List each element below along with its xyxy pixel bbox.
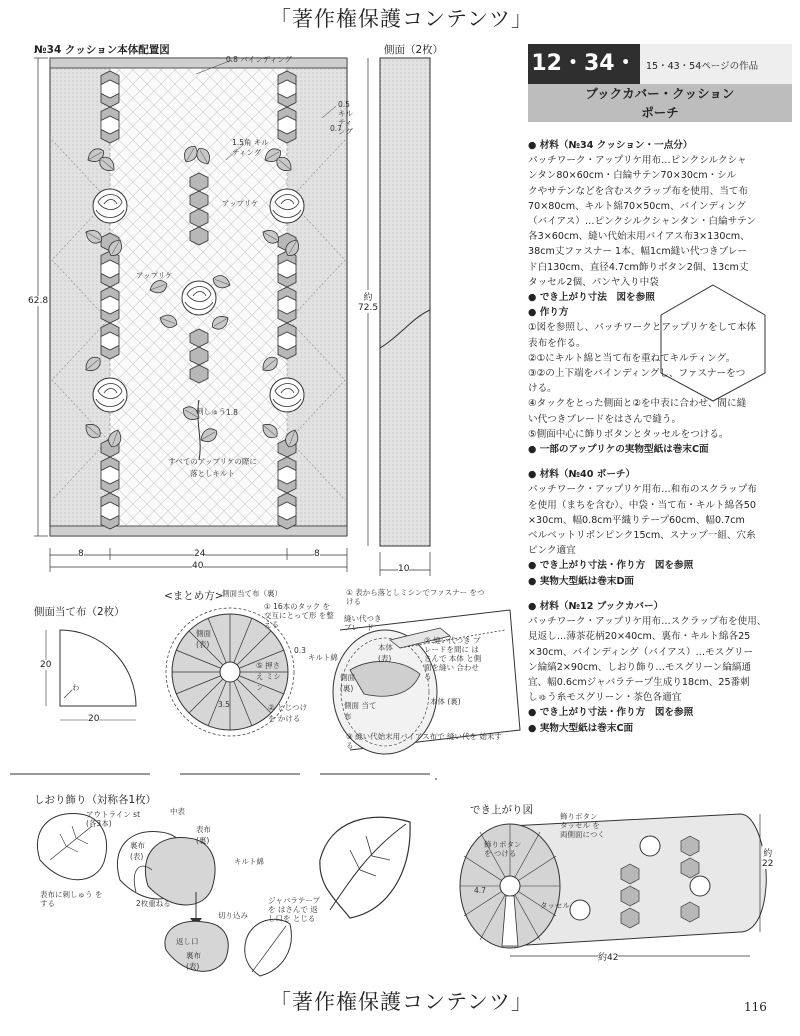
materials-line: 宜、幅0.6cmジャバラテープ生成り18cm、25番刺 (528, 676, 750, 688)
asm-l1: 側面当て布（裏） (222, 589, 282, 598)
materials-line: ける。 (528, 383, 557, 395)
dim-w-mid: 24 (194, 549, 206, 559)
materials-line: ③②の上下端をバインディングし、ファスナーをつ (528, 368, 746, 380)
bm-a1: アウトライン st (各3本) (86, 810, 141, 828)
asm-l6: 3.5 (218, 700, 230, 709)
materials-line: ベルベットリボンピンク15cm、スナップ一組、穴糸 (528, 530, 756, 542)
annot-edge-note-2: 落としキルト (190, 469, 235, 478)
materials-line: パッチワーク・アップリケ用布…ピンクシルクシャ (528, 155, 747, 167)
materials-line: クやサテンなどを含むスクラップ布を使用、当て布 (528, 185, 748, 197)
bm-a2: 中表 (170, 807, 185, 816)
materials-line: ×30cm、幅0.8cm平織りテープ60cm、幅0.7cm (528, 514, 745, 526)
annot-quilting-07: 0.7 (330, 124, 342, 133)
asm-l4: 0.3 (294, 646, 306, 655)
bookmark-title: しおり飾り（対称各1枚） (34, 794, 157, 806)
watermark-bottom: 「著作権保護コンテンツ」 (270, 990, 533, 1014)
annot-stitch-18: 1.8 (226, 408, 238, 417)
separator (0, 770, 800, 780)
fin-b2: 飾りボタン タッセル を 両側面につく (560, 812, 605, 839)
materials-heading: ● でき上がり寸法・作り方 図を参照 (528, 560, 694, 572)
dim-w-total: 40 (192, 561, 204, 571)
page-number: 116 (744, 1000, 767, 1014)
assembly-title: <まとめ方> (164, 590, 224, 602)
fin-dim-h (762, 846, 773, 869)
annot-binding: 0.8 バインディング (226, 55, 293, 64)
asm-l14: 側面 当て布 (344, 701, 377, 721)
fin-b1: 飾りボタン を つける (484, 840, 522, 858)
bm-a10: 返し口 (176, 937, 199, 946)
materials-line: ド白130cm、直径4.7cm飾りボタン2個、13cm丈 (528, 261, 749, 273)
fin-b3: 4.7 (474, 886, 486, 895)
fin-b4: タッセル (540, 901, 570, 910)
asm-l9: 縫い代つきブレード (344, 614, 382, 632)
bm-a11: 裏布 (表) (186, 951, 201, 971)
materials-line: 38cm丈ファスナー 1本、幅1cm縫い代つきブレー (528, 246, 748, 258)
asm-l3: 側面 (表) (196, 629, 211, 649)
materials-line: ン綸縞2×90cm、しおり飾り…モスグリーン綸縞通 (528, 661, 752, 673)
fin-dim-h-2: 22 (762, 859, 774, 869)
annot-edge-note-1: すべてのアップリケの際に (168, 457, 257, 466)
side-panel-title: 側面（2枚） (384, 44, 444, 56)
materials-line: ンタン80×60cm・白綸サテン70×30cm・シル (528, 170, 737, 182)
materials-heading: ● でき上がり寸法・作り方 図を参照 (528, 707, 694, 719)
materials-line: ⑤側面中心に飾りボタンとタッセルをつける。 (528, 428, 729, 440)
dim-side-width: 10 (398, 564, 410, 574)
asm-l2: ① 16本のタック を交互にとって形 を整える (264, 602, 334, 629)
header-subtitle-line1: ブックカバー・クッション (585, 86, 735, 101)
fin-dim-h-1: 約 (763, 849, 773, 859)
annot-stitch: 刺しゅう (196, 407, 226, 416)
annot-applique-2: アップリケ (136, 271, 173, 280)
annot-quilting-15: 1.5角 キルティング (232, 138, 269, 157)
side-backing-title: 側面当て布（2枚） (34, 606, 125, 618)
finished-diagram (450, 806, 790, 966)
materials-line: ×30cm、バインディング（バイアス）…モスグリー (528, 646, 754, 658)
asm-l12: ② 縫い代つき ブレードを間に はさんで 本体 と側面を縫い 合わせる (424, 636, 482, 681)
bm-a6: 表布に刺しゅう をする (40, 890, 103, 908)
materials-heading: ● 作り方 (528, 307, 569, 319)
materials-heading: ● 実物大型紙は巻末D面 (528, 575, 635, 587)
materials-heading: ● 一部のアップリケの実物型紙は巻末C面 (528, 444, 709, 456)
materials-line: を使用（まちを含む）、中袋・当て布・キルト綿各50 (528, 499, 756, 511)
bm-a7: 2枚重ねる (136, 899, 171, 908)
side-backing-diagram (30, 620, 140, 730)
materials-line: パッチワーク・アップリケ用布…スクラップ布を使用、 (528, 616, 767, 628)
annot-applique-1: アップリケ (222, 199, 259, 208)
asm-l16: ③ 縫い代始末用バイアス布で 縫い代を 始末する (346, 732, 502, 750)
asm-l8: ① 表から落としミシンでファスナー をつける (346, 588, 485, 606)
side-backing-h: 20 (40, 660, 52, 670)
materials-line: 70×80cm、キルト綿70×50cm、バインディング (528, 200, 746, 212)
asm-l10: キルト綿 (308, 653, 338, 662)
bm-a5: キルト綿 (234, 857, 264, 866)
asm-l5: ⑤ 押さえ ミシン (256, 661, 281, 692)
materials-heading: ● 実物大型紙は巻末C面 (528, 722, 634, 734)
watermark-top: 「著作権保護コンテンツ」 (270, 7, 533, 31)
header-pages-ref: 15・43・54ページの作品 (646, 61, 759, 72)
annot-quilting-05: 0.5 キルティング (338, 100, 353, 136)
materials-heading: ● 材料（№40 ポーチ） (528, 469, 636, 481)
bm-a3: 裏布 (表) (130, 841, 145, 861)
bm-a4: 表布 (裏) (196, 825, 211, 845)
materials-line: ④タックをとった側面と②を中表に合わせ、間に縫 (528, 398, 747, 410)
asm-l13: 側面 (裏) (340, 673, 355, 693)
dim-side-height-2: 72.5 (358, 303, 379, 313)
materials-line: しゅう糸モスグリーン・茶色各適宜 (528, 692, 682, 704)
diagram-main-title: №34 クッション本体配置図 (34, 44, 170, 56)
asm-l11: 本体 (表) (378, 643, 393, 663)
materials-line: 表布を作る。 (528, 337, 586, 349)
materials-line: ①図を参照し、パッチワークとアップリケをして本体 (528, 322, 757, 334)
fin-dim-w: 約42 (598, 950, 618, 963)
bm-a9: ジャバラテープ を はさんで 返し口を とじる (268, 896, 320, 923)
materials-line: ピンク適宜 (528, 545, 576, 557)
dim-w-left: 8 (78, 549, 84, 559)
header-numbers: 12・34・ (528, 44, 640, 84)
header-subtitle-line2: ポーチ (641, 105, 679, 120)
materials-heading: ● でき上がり寸法 図を参照 (528, 292, 655, 304)
finished-title: でき上がり図 (470, 804, 533, 816)
bm-a8: 切り込み (218, 911, 248, 920)
materials-heading: ● 材料（№12 ブックカバー） (528, 600, 664, 612)
dim-side-height (358, 290, 378, 313)
side-backing-wa: わ (72, 683, 80, 692)
side-backing-w: 20 (88, 714, 100, 724)
materials-line: タッセル2個、パンヤ入り中袋 (528, 276, 659, 288)
materials-line: （バイアス）…ピンクシルクシャンタン・白綸サテン (528, 216, 756, 228)
dim-w-right: 8 (314, 549, 320, 559)
dim-height: 62.8 (28, 296, 49, 306)
materials-line: 見返し…薄茶花柄20×40cm、裏布・キルト綿各25 (528, 631, 751, 643)
materials-line: ②①にキルト綿と当て布を重ねてキルティング。 (528, 352, 736, 364)
materials-heading: ● 材料（№34 クッション・一点分） (528, 140, 693, 151)
asm-l7: ② とじつけ を かける (268, 703, 308, 723)
materials-line: い代つきブレードをはさんで縫う。 (528, 413, 682, 425)
dim-side-height-1: 約 (363, 293, 373, 303)
materials-line: 各3×60cm、縫い代始末用バイアス布3×130cm、 (528, 231, 750, 243)
materials-line: パッチワーク・アップリケ用布…和布のスクラップ布 (528, 484, 757, 496)
asm-l15: 本体 (裏) (430, 697, 461, 706)
